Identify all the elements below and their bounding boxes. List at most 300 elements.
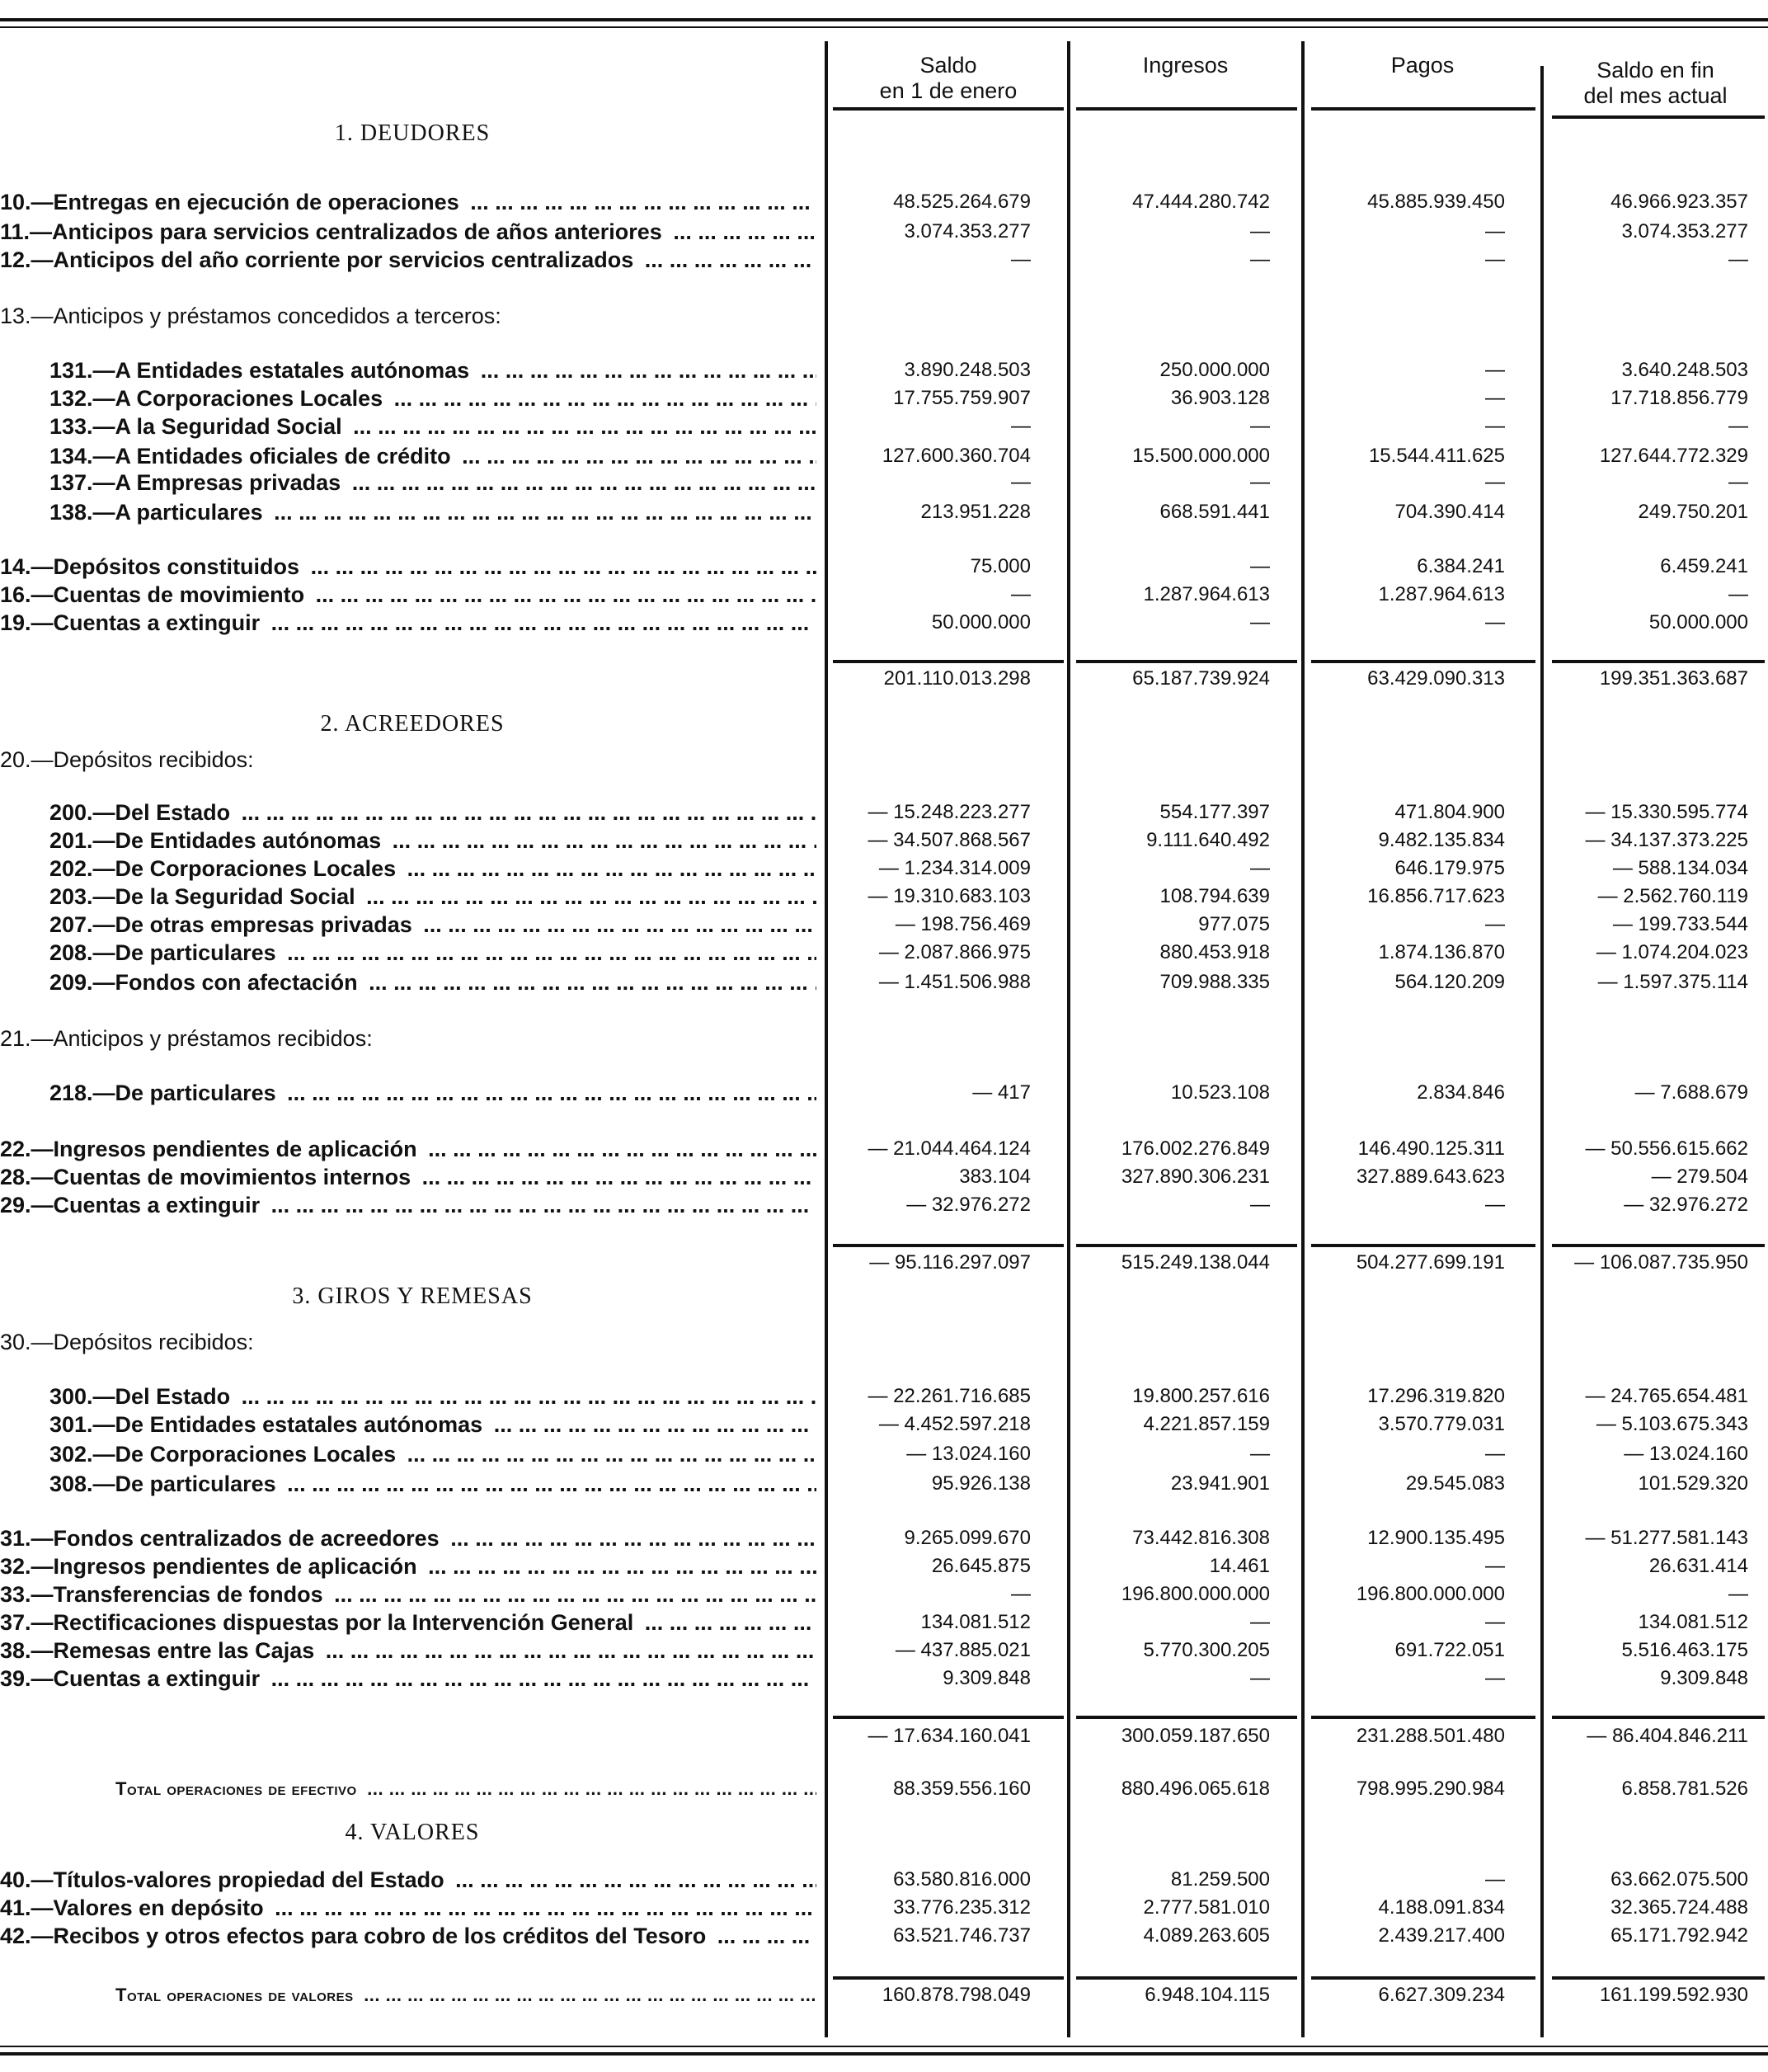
table-row	[0, 1580, 1768, 1608]
table-row	[0, 855, 1768, 883]
cell-c1: — 417	[972, 1081, 1031, 1104]
cell-c4: — 1.074.204.023	[1596, 941, 1748, 963]
cell-c2: 10.523.108	[1170, 1081, 1270, 1104]
cell-c2: 15.500.000.000	[1132, 445, 1270, 467]
cell-c4: — 50.556.615.662	[1585, 1137, 1748, 1160]
cell-c3: 4.188.091.834	[1378, 1896, 1505, 1919]
section-giros-remesas: 3. GIROS Y REMESAS	[292, 1283, 533, 1309]
table-row	[0, 1410, 1768, 1439]
cell-c1: 9.265.099.670	[904, 1527, 1031, 1549]
header-line: Pagos	[1390, 53, 1455, 78]
cell-c4: — 7.688.679	[1634, 1081, 1748, 1104]
table-row	[0, 188, 1768, 216]
cell-c3: 9.482.135.834	[1378, 829, 1505, 851]
cell-c4: 50.000.000	[1648, 611, 1748, 633]
row-label-text: 208.—De particulares	[49, 940, 281, 965]
table-row	[0, 498, 1768, 526]
cell-c4: —	[1728, 248, 1748, 271]
cell-c2: 880.453.918	[1159, 941, 1270, 963]
table-row	[0, 1775, 1768, 1803]
cell-c3: —	[1485, 387, 1505, 409]
row-label-text: 134.—A Entidades oficiales de crédito	[49, 444, 456, 469]
cell-c1: 383.104	[959, 1166, 1031, 1188]
cell-c2: —	[1250, 857, 1270, 879]
cell-c2: 47.444.280.742	[1132, 191, 1270, 213]
cell-c2: —	[1250, 1611, 1270, 1633]
cell-c4: 46.966.923.357	[1610, 191, 1748, 213]
cell-c3: 29.545.083	[1405, 1472, 1505, 1495]
header-underline-3	[1311, 107, 1535, 111]
table-row	[0, 1636, 1768, 1665]
cell-c3: 704.390.414	[1394, 501, 1505, 523]
table-row	[0, 1382, 1768, 1410]
row-label	[49, 412, 816, 440]
cell-c1: — 21.044.464.124	[868, 1137, 1031, 1160]
cell-c2: —	[1250, 1667, 1270, 1689]
cell-c4: 127.644.772.329	[1599, 445, 1748, 467]
cell-c1: 201.110.013.298	[883, 667, 1031, 690]
table-row	[0, 412, 1768, 440]
cell-c3: 1.874.136.870	[1378, 941, 1505, 963]
cell-c3: 12.900.135.495	[1367, 1527, 1505, 1549]
row-label-text: 131.—A Entidades estatales autónomas	[49, 358, 474, 383]
header-ingresos	[1072, 53, 1299, 78]
cell-c1: — 34.507.868.567	[868, 829, 1031, 851]
row-label	[49, 1382, 816, 1410]
cell-c4: 161.199.592.930	[1599, 1984, 1748, 2006]
cell-c3: 471.804.900	[1394, 801, 1505, 823]
table-row	[0, 911, 1768, 939]
table-row	[0, 883, 1768, 911]
cell-c1: 127.600.360.704	[882, 445, 1031, 467]
row-label	[49, 442, 816, 470]
cell-c1: — 1.234.314.009	[878, 857, 1031, 879]
row-label-text: 202.—De Corporaciones Locales	[49, 856, 401, 881]
table-row	[0, 939, 1768, 967]
row-label-text: 203.—De la Seguridad Social	[49, 884, 360, 909]
row-label	[0, 1665, 816, 1693]
cell-c1: 3.890.248.503	[904, 359, 1031, 381]
cell-c1: — 15.248.223.277	[868, 801, 1031, 823]
row-label	[49, 855, 816, 883]
cell-c1: — 19.310.683.103	[868, 885, 1031, 907]
row-label	[49, 968, 816, 996]
table-row	[0, 1135, 1768, 1163]
row-label-text: 29.—Cuentas a extinguir	[0, 1193, 265, 1217]
header-line: del mes actual	[1583, 83, 1728, 108]
row-label	[0, 1608, 816, 1636]
cell-c3: —	[1485, 1555, 1505, 1577]
table-row	[0, 1024, 1768, 1052]
cell-c1: 26.645.875	[931, 1555, 1031, 1577]
row-label	[0, 1866, 816, 1894]
cell-c2: 9.111.640.492	[1146, 829, 1270, 851]
row-label	[0, 188, 816, 216]
cell-c3: 146.490.125.311	[1357, 1137, 1505, 1160]
cell-c1: —	[1011, 1583, 1031, 1605]
cell-c4: — 199.733.544	[1612, 913, 1748, 935]
cell-c2: —	[1250, 471, 1270, 493]
row-label	[0, 1922, 816, 1950]
row-label	[49, 883, 816, 911]
row-label-text: 32.—Ingresos pendientes de aplicación	[0, 1554, 422, 1579]
cell-c2: 81.259.500	[1170, 1868, 1270, 1891]
cell-c3: —	[1485, 913, 1505, 935]
cell-c4: — 279.504	[1651, 1166, 1748, 1188]
row-label-text: 19.—Cuentas a extinguir	[0, 610, 265, 635]
table-row	[0, 1328, 1768, 1356]
cell-c3: 2.834.846	[1417, 1081, 1505, 1104]
row-label	[0, 1636, 816, 1665]
table-row	[0, 218, 1768, 246]
cell-c1: 134.081.512	[920, 1611, 1031, 1633]
cell-c4: — 34.137.373.225	[1585, 829, 1748, 851]
cell-c3: 798.995.290.984	[1356, 1778, 1505, 1800]
cell-c1: 75.000	[970, 555, 1031, 577]
cell-c4: — 588.134.034	[1612, 857, 1748, 879]
cell-c4: 5.516.463.175	[1621, 1639, 1748, 1661]
cell-c2: 554.177.397	[1159, 801, 1270, 823]
row-label	[0, 1580, 816, 1608]
cell-c3: 1.287.964.613	[1378, 583, 1505, 605]
header-underline-2	[1076, 107, 1297, 111]
cell-c1: — 22.261.716.685	[868, 1385, 1031, 1407]
row-label-text: 133.—A la Seguridad Social	[49, 414, 347, 439]
cell-c3: 504.277.699.191	[1356, 1251, 1505, 1274]
table-row	[0, 1894, 1768, 1922]
cell-c3: 16.856.717.623	[1367, 885, 1505, 907]
row-label-text: 40.—Títulos-valores propiedad del Estado	[0, 1867, 449, 1892]
cell-c1: 33.776.235.312	[893, 1896, 1031, 1919]
cell-c4: — 51.277.581.143	[1585, 1527, 1748, 1549]
row-label-text: 16.—Cuentas de movimiento	[0, 582, 309, 607]
cell-c2: —	[1250, 415, 1270, 437]
cell-c4: 3.640.248.503	[1621, 359, 1748, 381]
cell-c2: 977.075	[1198, 913, 1270, 935]
cell-c2: 880.496.065.618	[1121, 1778, 1270, 1800]
cell-c2: 1.287.964.613	[1143, 583, 1270, 605]
cell-c2: 65.187.739.924	[1132, 667, 1270, 690]
row-label	[0, 1135, 816, 1163]
cell-c2: —	[1250, 611, 1270, 633]
row-label	[0, 746, 816, 774]
row-label-text: 300.—Del Estado	[49, 1384, 235, 1409]
cell-c1: — 32.976.272	[906, 1194, 1031, 1216]
header-line: Ingresos	[1142, 53, 1229, 78]
cell-c2: 709.988.335	[1159, 971, 1270, 993]
header-pagos	[1307, 53, 1538, 78]
cell-c1: — 437.885.021	[895, 1639, 1031, 1661]
row-label	[49, 1440, 816, 1468]
cell-c3: —	[1485, 220, 1505, 243]
row-label-text: 209.—Fondos con afectación	[49, 970, 363, 995]
cell-c4: — 13.024.160	[1624, 1443, 1748, 1465]
table-row	[0, 246, 1768, 274]
cell-c4: 249.750.201	[1638, 501, 1748, 523]
header-underline-4	[1552, 115, 1765, 119]
cell-c4: — 15.330.595.774	[1585, 801, 1748, 823]
cell-c2: 4.221.857.159	[1143, 1413, 1270, 1435]
table-row	[0, 1665, 1768, 1693]
cell-c3: 327.889.643.623	[1356, 1166, 1505, 1188]
cell-c2: 14.461	[1209, 1555, 1270, 1577]
cell-c4: — 32.976.272	[1624, 1194, 1748, 1216]
row-label	[115, 1981, 816, 2009]
cell-c2: 2.777.581.010	[1143, 1896, 1270, 1919]
row-label-text: 302.—De Corporaciones Locales	[49, 1442, 401, 1467]
row-label	[0, 1524, 816, 1552]
cell-c3: 6.627.309.234	[1378, 1984, 1505, 2006]
row-label	[115, 1775, 816, 1803]
cell-c3: 45.885.939.450	[1367, 191, 1505, 213]
row-label-text: 38.—Remesas entre las Cajas	[0, 1638, 319, 1663]
cell-c4: — 24.765.654.481	[1585, 1385, 1748, 1407]
table-row	[0, 553, 1768, 581]
cell-c3: —	[1485, 1611, 1505, 1633]
cell-c4: 32.365.724.488	[1610, 1896, 1748, 1919]
cell-c3: —	[1485, 1868, 1505, 1891]
cell-c4: —	[1728, 583, 1748, 605]
row-label	[49, 1079, 816, 1107]
header-line: Saldo	[919, 53, 977, 78]
table-row	[0, 746, 1768, 774]
cell-c1: 160.878.798.049	[882, 1984, 1031, 2006]
table-row	[0, 665, 1768, 693]
header-line: Saldo en fin	[1596, 58, 1714, 82]
table-row	[0, 384, 1768, 412]
cell-c2: 176.002.276.849	[1121, 1137, 1270, 1160]
row-label-text: 21.—Anticipos y préstamos recibidos:	[0, 1026, 378, 1051]
cell-c2: 515.249.138.044	[1121, 1251, 1270, 1274]
row-label-text: 207.—De otras empresas privadas	[49, 912, 417, 937]
row-label	[49, 798, 816, 826]
cell-c1: —	[1011, 471, 1031, 493]
cell-c1: 88.359.556.160	[893, 1778, 1031, 1800]
cell-c1: 17.755.759.907	[893, 387, 1031, 409]
row-label	[0, 1894, 816, 1922]
header-saldo-inicial	[833, 53, 1064, 104]
row-label-text: 37.—Rectificaciones dispuestas por la Intervención General	[0, 1610, 638, 1635]
cell-c3: —	[1485, 359, 1505, 381]
cell-c2: 6.948.104.115	[1145, 1984, 1270, 2006]
cell-c3: 17.296.319.820	[1367, 1385, 1505, 1407]
table-row	[0, 968, 1768, 996]
cell-c4: — 86.404.846.211	[1587, 1725, 1748, 1747]
row-label	[49, 911, 816, 939]
row-label-text: 10.—Entregas en ejecución de operaciones	[0, 190, 464, 214]
table-row	[0, 1524, 1768, 1552]
row-label	[49, 469, 816, 497]
cell-c2: —	[1250, 1443, 1270, 1465]
cell-c3: —	[1485, 248, 1505, 271]
cell-c4: 6.459.241	[1660, 555, 1748, 577]
cell-c3: —	[1485, 415, 1505, 437]
table-row	[0, 1470, 1768, 1498]
table-row	[0, 798, 1768, 826]
table-row	[0, 356, 1768, 384]
row-label	[0, 609, 816, 637]
cell-c1: — 198.756.469	[895, 913, 1031, 935]
cell-c2: 250.000.000	[1159, 359, 1270, 381]
row-label-text: 33.—Transferencias de fondos	[0, 1582, 328, 1607]
row-label-text: 201.—De Entidades autónomas	[49, 828, 386, 853]
cell-c1: 63.580.816.000	[893, 1868, 1031, 1891]
row-label-text: 218.—De particulares	[49, 1081, 281, 1105]
row-label-text: 12.—Anticipos del año corriente por servicios centralizados	[0, 247, 638, 272]
row-label	[0, 1552, 816, 1580]
row-label-text: 11.—Anticipos para servicios centralizados de años anteriores	[0, 219, 667, 244]
cell-c4: —	[1728, 1583, 1748, 1605]
section-acreedores: 2. ACREEDORES	[320, 711, 505, 737]
cell-c1: 63.521.746.737	[893, 1924, 1031, 1947]
row-label	[0, 1024, 816, 1052]
cell-c4: 17.718.856.779	[1610, 387, 1748, 409]
row-label	[0, 218, 816, 246]
row-label-text: 137.—A Empresas privadas	[49, 470, 346, 495]
row-label-text: 20.—Depósitos recibidos:	[0, 747, 259, 772]
row-label	[0, 302, 816, 330]
row-label-text: 31.—Fondos centralizados de acreedores	[0, 1526, 444, 1551]
cell-c3: 6.384.241	[1417, 555, 1505, 577]
cell-c3: —	[1485, 1194, 1505, 1216]
cell-c2: 300.059.187.650	[1121, 1725, 1270, 1747]
cell-c2: 36.903.128	[1170, 387, 1270, 409]
row-label-text: 200.—Del Estado	[49, 800, 235, 825]
row-label	[0, 1328, 816, 1356]
top-rule-outer	[0, 18, 1768, 21]
cell-c1: —	[1011, 248, 1031, 271]
table-row	[0, 1191, 1768, 1219]
cell-c2: 108.794.639	[1159, 885, 1270, 907]
cell-c4: 6.858.781.526	[1621, 1778, 1748, 1800]
cell-c4: 101.529.320	[1638, 1472, 1748, 1495]
table-row	[0, 826, 1768, 855]
bottom-rule-inner	[0, 2046, 1768, 2047]
header-saldo-final	[1546, 58, 1765, 109]
row-label-text: 41.—Valores en depósito	[0, 1895, 269, 1920]
row-label	[49, 1410, 816, 1439]
cell-c4: —	[1728, 415, 1748, 437]
cell-c4: — 106.087.735.950	[1574, 1251, 1748, 1274]
row-label	[49, 384, 816, 412]
table-row	[0, 1552, 1768, 1580]
cell-c1: — 17.634.160.041	[868, 1725, 1031, 1747]
table-row	[0, 1608, 1768, 1636]
cell-c3: 564.120.209	[1394, 971, 1505, 993]
cell-c3: —	[1485, 611, 1505, 633]
table-row	[0, 1866, 1768, 1894]
cell-c3: 3.570.779.031	[1378, 1413, 1505, 1435]
row-label	[49, 498, 816, 526]
cell-c1: — 1.451.506.988	[878, 971, 1031, 993]
cell-c2: 196.800.000.000	[1121, 1583, 1270, 1605]
row-label-text: 301.—De Entidades estatales autónomas	[49, 1412, 487, 1437]
cell-c4: —	[1728, 471, 1748, 493]
table-row	[0, 1981, 1768, 2009]
row-label-text: 39.—Cuentas a extinguir	[0, 1666, 265, 1691]
cell-c3: —	[1485, 1443, 1505, 1465]
cell-c2: —	[1250, 220, 1270, 243]
row-label	[0, 553, 816, 581]
cell-c2: —	[1250, 248, 1270, 271]
row-label	[0, 246, 816, 274]
cell-c1: — 4.452.597.218	[878, 1413, 1031, 1435]
row-label	[49, 1470, 816, 1498]
row-label-text: 28.—Cuentas de movimientos internos	[0, 1165, 416, 1189]
cell-c3: 691.722.051	[1394, 1639, 1505, 1661]
cell-c3: 15.544.411.625	[1368, 445, 1505, 467]
cell-c4: 134.081.512	[1638, 1611, 1748, 1633]
table-row	[0, 1440, 1768, 1468]
row-label	[0, 581, 816, 609]
table-row	[0, 1922, 1768, 1950]
row-label	[49, 356, 816, 384]
bottom-rule-outer	[0, 2052, 1768, 2056]
cell-c1: 213.951.228	[920, 501, 1031, 523]
row-label-text: Total operaciones de valores	[115, 1985, 359, 2005]
section-deudores: 1. DEUDORES	[334, 120, 491, 146]
table-row	[0, 1722, 1768, 1750]
cell-c1: —	[1011, 583, 1031, 605]
row-label-text: 22.—Ingresos pendientes de aplicación	[0, 1137, 422, 1161]
table-row	[0, 469, 1768, 497]
cell-c4: 9.309.848	[1660, 1667, 1748, 1689]
cell-c4: 3.074.353.277	[1621, 220, 1748, 243]
table-row	[0, 1249, 1768, 1277]
row-label	[49, 826, 816, 855]
cell-c2: 19.800.257.616	[1132, 1385, 1270, 1407]
cell-c1: — 13.024.160	[906, 1443, 1031, 1465]
cell-c2: 327.890.306.231	[1121, 1166, 1270, 1188]
cell-c3: 196.800.000.000	[1356, 1583, 1505, 1605]
row-label-text: 30.—Depósitos recibidos:	[0, 1330, 259, 1354]
cell-c4: 199.351.363.687	[1599, 667, 1748, 690]
cell-c4: — 1.597.375.114	[1597, 971, 1748, 993]
row-label-text: 42.—Recibos y otros efectos para cobro de los créditos del Tesoro	[0, 1924, 711, 1948]
cell-c2: —	[1250, 1194, 1270, 1216]
cell-c2: 668.591.441	[1159, 501, 1270, 523]
cell-c4: — 5.103.675.343	[1596, 1413, 1748, 1435]
cell-c1: 48.525.264.679	[893, 191, 1031, 213]
cell-c3: 231.288.501.480	[1356, 1725, 1505, 1747]
cell-c1: 3.074.353.277	[904, 220, 1031, 243]
cell-c1: 9.309.848	[943, 1667, 1031, 1689]
cell-c3: —	[1485, 1667, 1505, 1689]
cell-c2: 5.770.300.205	[1143, 1639, 1270, 1661]
row-label-text: 132.—A Corporaciones Locales	[49, 386, 388, 411]
cell-c2: 73.442.816.308	[1132, 1527, 1270, 1549]
cell-c3: 646.179.975	[1394, 857, 1505, 879]
header-underline-1	[833, 107, 1064, 111]
row-label-text: 14.—Depósitos constituidos	[0, 554, 304, 579]
row-label	[49, 939, 816, 967]
table-row	[0, 581, 1768, 609]
row-label-text: 138.—A particulares	[49, 500, 268, 525]
table-row	[0, 442, 1768, 470]
cell-c3: 2.439.217.400	[1378, 1924, 1505, 1947]
cell-c1: — 95.116.297.097	[869, 1251, 1031, 1274]
cell-c2: 23.941.901	[1170, 1472, 1270, 1495]
cell-c4: 65.171.792.942	[1610, 1924, 1748, 1947]
header-line: en 1 de enero	[879, 78, 1018, 103]
top-rule-inner	[0, 26, 1768, 28]
table-row	[0, 609, 1768, 637]
cell-c1: —	[1011, 415, 1031, 437]
cell-c3: —	[1485, 471, 1505, 493]
cell-c1: 50.000.000	[931, 611, 1031, 633]
table-row	[0, 1079, 1768, 1107]
cell-c3: 63.429.090.313	[1367, 667, 1505, 690]
